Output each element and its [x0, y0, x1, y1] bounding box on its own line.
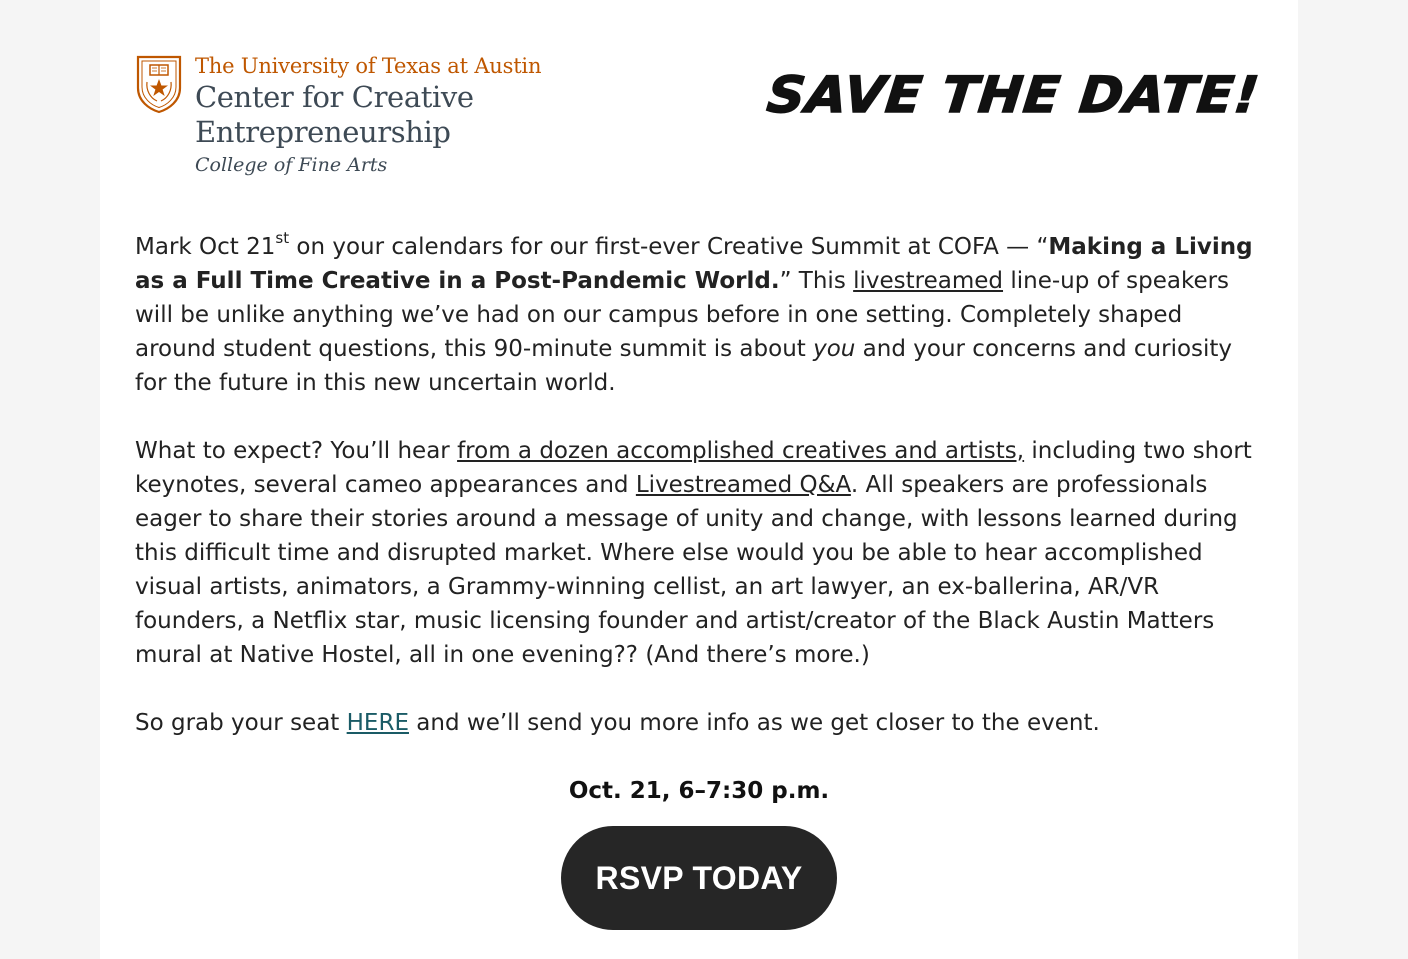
expect-paragraph	[135, 434, 1265, 672]
intro-paragraph	[135, 230, 1265, 400]
intro-text-3: ” This	[779, 268, 854, 294]
date-ordinal: st	[275, 229, 290, 248]
livestreamed-qa-link[interactable]: Livestreamed Q&A	[635, 472, 851, 498]
college-name: College of Fine Arts	[195, 154, 388, 176]
center-name-line2: Entrepreneurship	[195, 115, 451, 149]
center-name-line1: Center for Creative	[195, 80, 474, 114]
save-the-date-headline	[762, 52, 1268, 132]
university-name: The University of Texas at Austin	[195, 54, 542, 78]
livestreamed-link[interactable]: livestreamed	[853, 268, 1004, 294]
you-emphasis: you	[813, 336, 856, 362]
seat-text-2: and we’ll send you more info as we get closer to the event.	[408, 710, 1100, 736]
seat-paragraph	[135, 706, 1265, 740]
rsvp-button[interactable]: RSVP TODAY	[561, 826, 837, 930]
intro-text-1: Mark Oct 21	[135, 234, 276, 260]
cce-logo	[135, 52, 542, 177]
event-date-time: Oct. 21, 6–7:30 p.m.	[568, 778, 830, 804]
expect-text-2: including two short keynotes, several cameo appearances and	[135, 438, 1252, 498]
email-body	[100, 0, 1298, 959]
ut-seal-icon	[135, 54, 183, 114]
summit-title: Making a Living as a Full Time Creative in a Post-Pandemic World.	[135, 234, 1253, 294]
save-the-date-text: SAVE THE DATE!	[764, 65, 1241, 124]
creatives-link[interactable]: from a dozen accomplished creatives and artists,	[457, 438, 1025, 464]
expect-text-1: What to expect? You’ll hear	[135, 438, 458, 464]
here-link[interactable]: HERE	[346, 710, 409, 736]
expect-text-3: . All speakers are professionals eager to share their stories around a message of unity and change, with lessons learned during this difficult time and disrupted market. Where else would you be able to hear accomplished visual artists, animators, a Grammy-winning cellist, an art lawyer, an ex-ballerina, AR/VR founders, a Netflix star, music licensing founder and artist/creator of the Black Austin Matters mural at Native Hostel, all in one evening?? (And there’s more.)	[135, 472, 1238, 668]
intro-text-4: line-up of speakers will be unlike anything we’ve had on our campus before in one setting. Completely shaped around student questions, this 90-minute summit is about	[135, 268, 1230, 362]
email-content	[135, 230, 1265, 774]
intro-text-5: and your concerns and curiosity for the future in this new uncertain world.	[135, 336, 1233, 396]
intro-text-2: on your calendars for our first-ever Creative Summit at COFA — “	[289, 234, 1049, 260]
seat-text-1: So grab your seat	[135, 710, 347, 736]
